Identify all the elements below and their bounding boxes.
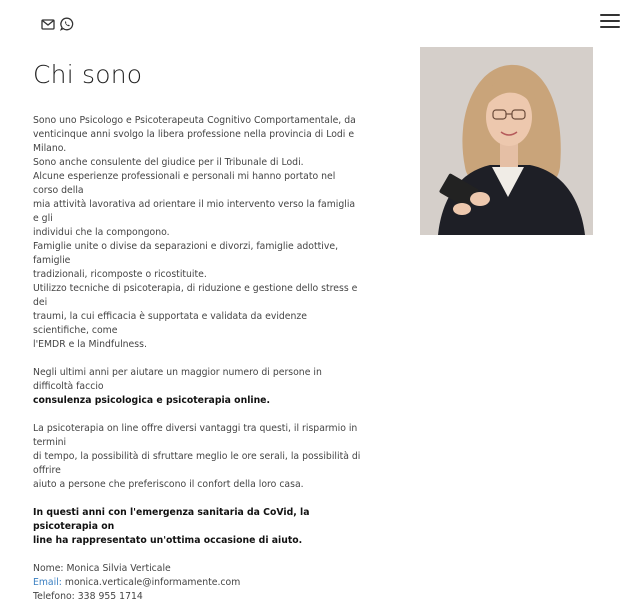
intro-line: mia attività lavorativa ad orientare il mio intervento verso la famiglia e gli <box>33 199 356 224</box>
online-strong: consulenza psicologica e psicoterapia online. <box>33 395 271 406</box>
whatsapp-icon[interactable] <box>59 16 75 32</box>
intro-line: Sono uno Psicologo e Psicoterapeuta Cognitivo Comportamentale, da <box>33 115 356 126</box>
intro-line: Alcune esperienze professionali e personali mi hanno portato nel corso della <box>33 171 336 196</box>
online-line: Negli ultimi anni per aiutare un maggior numero di persone in difficoltà faccio <box>33 367 322 392</box>
portrait-photo <box>420 47 593 235</box>
intro-line: individui che la compongono. <box>33 227 170 238</box>
intro-line: Utilizzo tecniche di psicoterapia, di riduzione e gestione dello stress e dei <box>33 283 358 308</box>
intro-line: Sono anche consulente del giudice per il Tribunale di Lodi. <box>33 157 304 168</box>
intro-line: tradizionali, ricomposte o ricostituite. <box>33 269 207 280</box>
email-link[interactable]: monica.verticale@informamente.com <box>64 577 241 588</box>
intro-line: venticinque anni svolgo la libera professione nella provincia di Lodi e Milano. <box>33 129 355 154</box>
advantages-line: La psicoterapia on line offre diversi vantaggi tra questi, il risparmio in termini <box>33 423 358 448</box>
intro-line: l'EMDR e la Mindfulness. <box>33 339 147 350</box>
hamburger-menu-icon[interactable] <box>600 14 620 30</box>
email-label: Email: <box>33 577 62 588</box>
page-title: Chi sono <box>33 60 143 89</box>
mail-icon[interactable] <box>40 16 56 32</box>
advantages-line: di tempo, la possibilità di sfruttare meglio le ore serali, la possibilità di offrire <box>33 451 361 476</box>
advantages-line: aiuto a persone che preferiscono il confort della loro casa. <box>33 479 304 490</box>
top-bar <box>0 0 640 44</box>
covid-line: line ha rappresentato un'ottima occasione di aiuto. <box>33 535 303 546</box>
intro-line: Famiglie unite o divise da separazioni e divorzi, famiglie adottive, famiglie <box>33 241 339 266</box>
intro-line: traumi, la cui efficacia è supportata e validata da evidenze scientifiche, come <box>33 311 308 336</box>
contact-email <box>33 576 363 590</box>
contact-phone: Telefono: 338 955 1714 <box>33 591 143 602</box>
contact-name: Nome: Monica Silvia Verticale <box>33 563 171 574</box>
covid-line: In questi anni con l'emergenza sanitaria da CoVid, la psicoterapia on <box>33 507 310 532</box>
main-content <box>33 114 363 604</box>
